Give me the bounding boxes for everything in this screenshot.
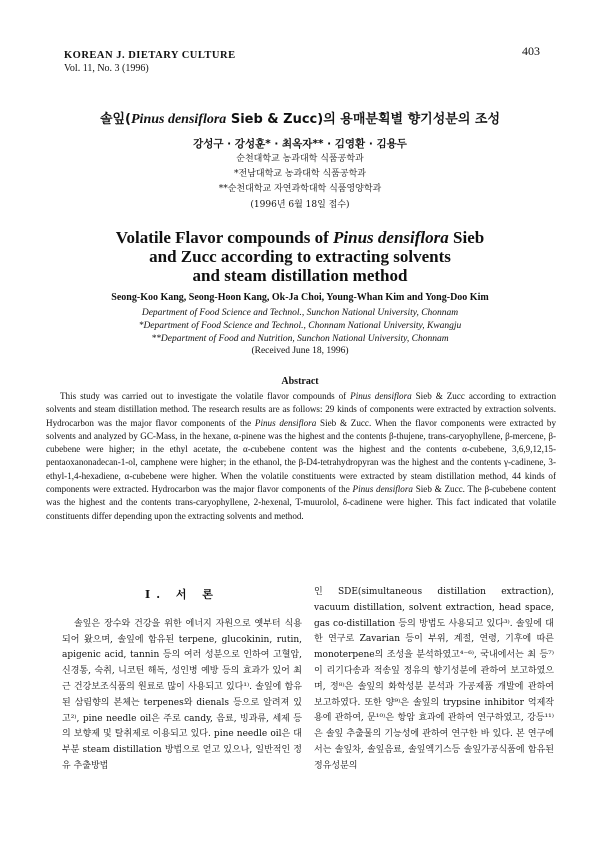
english-received-date: (Received June 18, 1996) [251, 346, 349, 356]
english-title-line-3: and steam distillation method [192, 266, 408, 285]
journal-header [64, 50, 236, 74]
body-paragraph-left: 솔잎은 장수와 건강을 위한 에너지 자원으로 옛부터 식용되어 왔으며, 솔잎에 함유된 terpene, glucokinin, rutin, apigenic acid, tannin 등의 여러 성분으로 인하여 고혈압, 신경통, 숙취, 니코틴 해독, 성인병 예방 등의 효과가 있어 최근 건강보조식품의 원료로 많이 사용되고 있다¹⁾. 솔잎에 함유된 삼림향의 본체는 terpenes와 dienals 등으로 알려져 있고²⁾, pine needle oil은 주로 candy, 음료, 빙과류, 세제 등의 보향제 및 탈취제로 이용되고 있다. pine needle oil은 대부분 steam distillation 방법으로 얻고 있으나, 일반적인 정유 추출방법 [62, 618, 302, 771]
abstract-text: Sieb & Zucc according to extraction solvents and steam distillation method. The research results are as follows: 29 kinds of components were extracted by extraction solvents. Hydrocarbon was the major flavor components of the [46, 391, 556, 428]
abstract-body [46, 390, 556, 523]
abstract-text: Sieb & Zucc. When the flavor components were extracted by solvents and analyzed by GC-Mass, in the hexane, α-pinene was the highest and the contents β-thujene, trans-caryophyllene, β-mercene, β-cubebene were higher; in the ethyl acetate, the α-cubebene content was the highest and the contents α-cubebene, 3,6,9,12,15-pentaoxanonadecan-1-ol, camphene were higher; in the ethanol, the β-D4-tetrahydropyran was the highest and the contents γ-cadinene, 3-ethyl-1,4-hexadiene, α-cubebene were higher. When the volatile constituents were extracted by steam distillation method, 44 kinds of components were extracted. Hydrocarbon was the major flavor components of the [46, 417, 556, 495]
body-paragraph-right: 인 SDE(simultaneous distillation extraction), vacuum distillation, solvent extraction, head space, gas co-distillation 등의 방법도 사용되고 있다³⁾. 솔잎에 대한 연구로 Zavarian 등이 부위, 계절, 연령, 기후에 따른 monoterpene의 조성을 분석하였고⁴⁻⁶⁾, 국내에서는 최 등⁷⁾이 리기다송과 적송잎 정유의 향기성분에 관하여 보고하였으며, 정⁸⁾은 솔잎의 화학성분 분석과 가공제품 개발에 관하여 보고하였다. 또한 양⁹⁾은 솔잎의 trypsine inhibitor 억제작용에 관하여, 문¹⁰⁾은 항암 효과에 관하여 연구하였고, 강등¹¹⁾은 솔잎 추출물의 기능성에 관하여 연구한 바 있다. 본 연구에서는 솔잎차, 솔잎음료, 솔잎엑기스등 솔잎가공식품에 함유된 정유성분의 [314, 587, 554, 771]
journal-name: KOREAN J. DIETARY CULTURE [64, 50, 236, 61]
abstract-text: Sieb & Zucc. The β-cubebene content was the highest and the contents trans-caryophyllene, 2-hexenal, T-muurolol, δ-cadinene were higher. This fact indicated that volatile constituents differ depending upon the extracting solvents and method. [46, 484, 556, 521]
english-authors: Seong-Koo Kang, Seong-Hoon Kang, Ok-Ja Choi, Young-Whan Kim and Yong-Doo Kim [111, 292, 489, 303]
korean-title-species: Pinus densiflora [131, 112, 227, 127]
korean-title [0, 108, 600, 128]
korean-affiliation-3: **순천대학교 자연과학대학 식품영양학과 [218, 184, 382, 194]
korean-title-suffix: Sieb & Zucc)의 용매분획별 향기성분의 조성 [226, 112, 501, 127]
page-number: 403 [522, 44, 540, 58]
korean-received-date: (1996년 6월 18일 접수) [250, 200, 350, 210]
abstract-species: Pinus densiflora [254, 417, 317, 428]
journal-volume: Vol. 11, No. 3 (1996) [64, 63, 149, 74]
english-title [0, 228, 600, 285]
korean-affiliation-1: 순천대학교 농과대학 식품공학과 [236, 154, 364, 164]
english-affiliation-1: Department of Food Science and Technol., Sunchon National University, Chonnam [141, 308, 459, 318]
abstract-species: Pinus densiflora [352, 484, 413, 495]
korean-affiliation-2: *전남대학교 농과대학 식품공학과 [234, 169, 366, 179]
abstract-heading: Abstract [281, 376, 319, 387]
english-title-line-2: and Zucc according to extracting solvents [149, 247, 451, 266]
body-column-left [62, 585, 302, 775]
korean-authors: 강성구 · 강성훈* · 최옥자** · 김영환 · 김용두 [193, 138, 407, 150]
english-title-part: Sieb [448, 228, 485, 247]
section-heading: I. 서 론 [145, 588, 219, 601]
abstract-text: This study was carried out to investigate the volatile flavor compounds of [60, 391, 351, 401]
korean-title-prefix: 솔잎( [99, 112, 131, 127]
english-title-line-1 [0, 228, 600, 247]
english-title-part: Volatile Flavor compounds of [115, 228, 334, 247]
english-affiliation-2: *Department of Food Science and Technol., Chonnam National University, Kwangju [138, 321, 462, 331]
abstract-species: Pinus densiflora [350, 391, 412, 401]
english-affiliation-3: **Department of Food and Nutrition, Sunchon National University, Chonnam [151, 334, 449, 344]
body-column-right [314, 585, 554, 775]
english-title-species: Pinus densiflora [333, 228, 449, 247]
